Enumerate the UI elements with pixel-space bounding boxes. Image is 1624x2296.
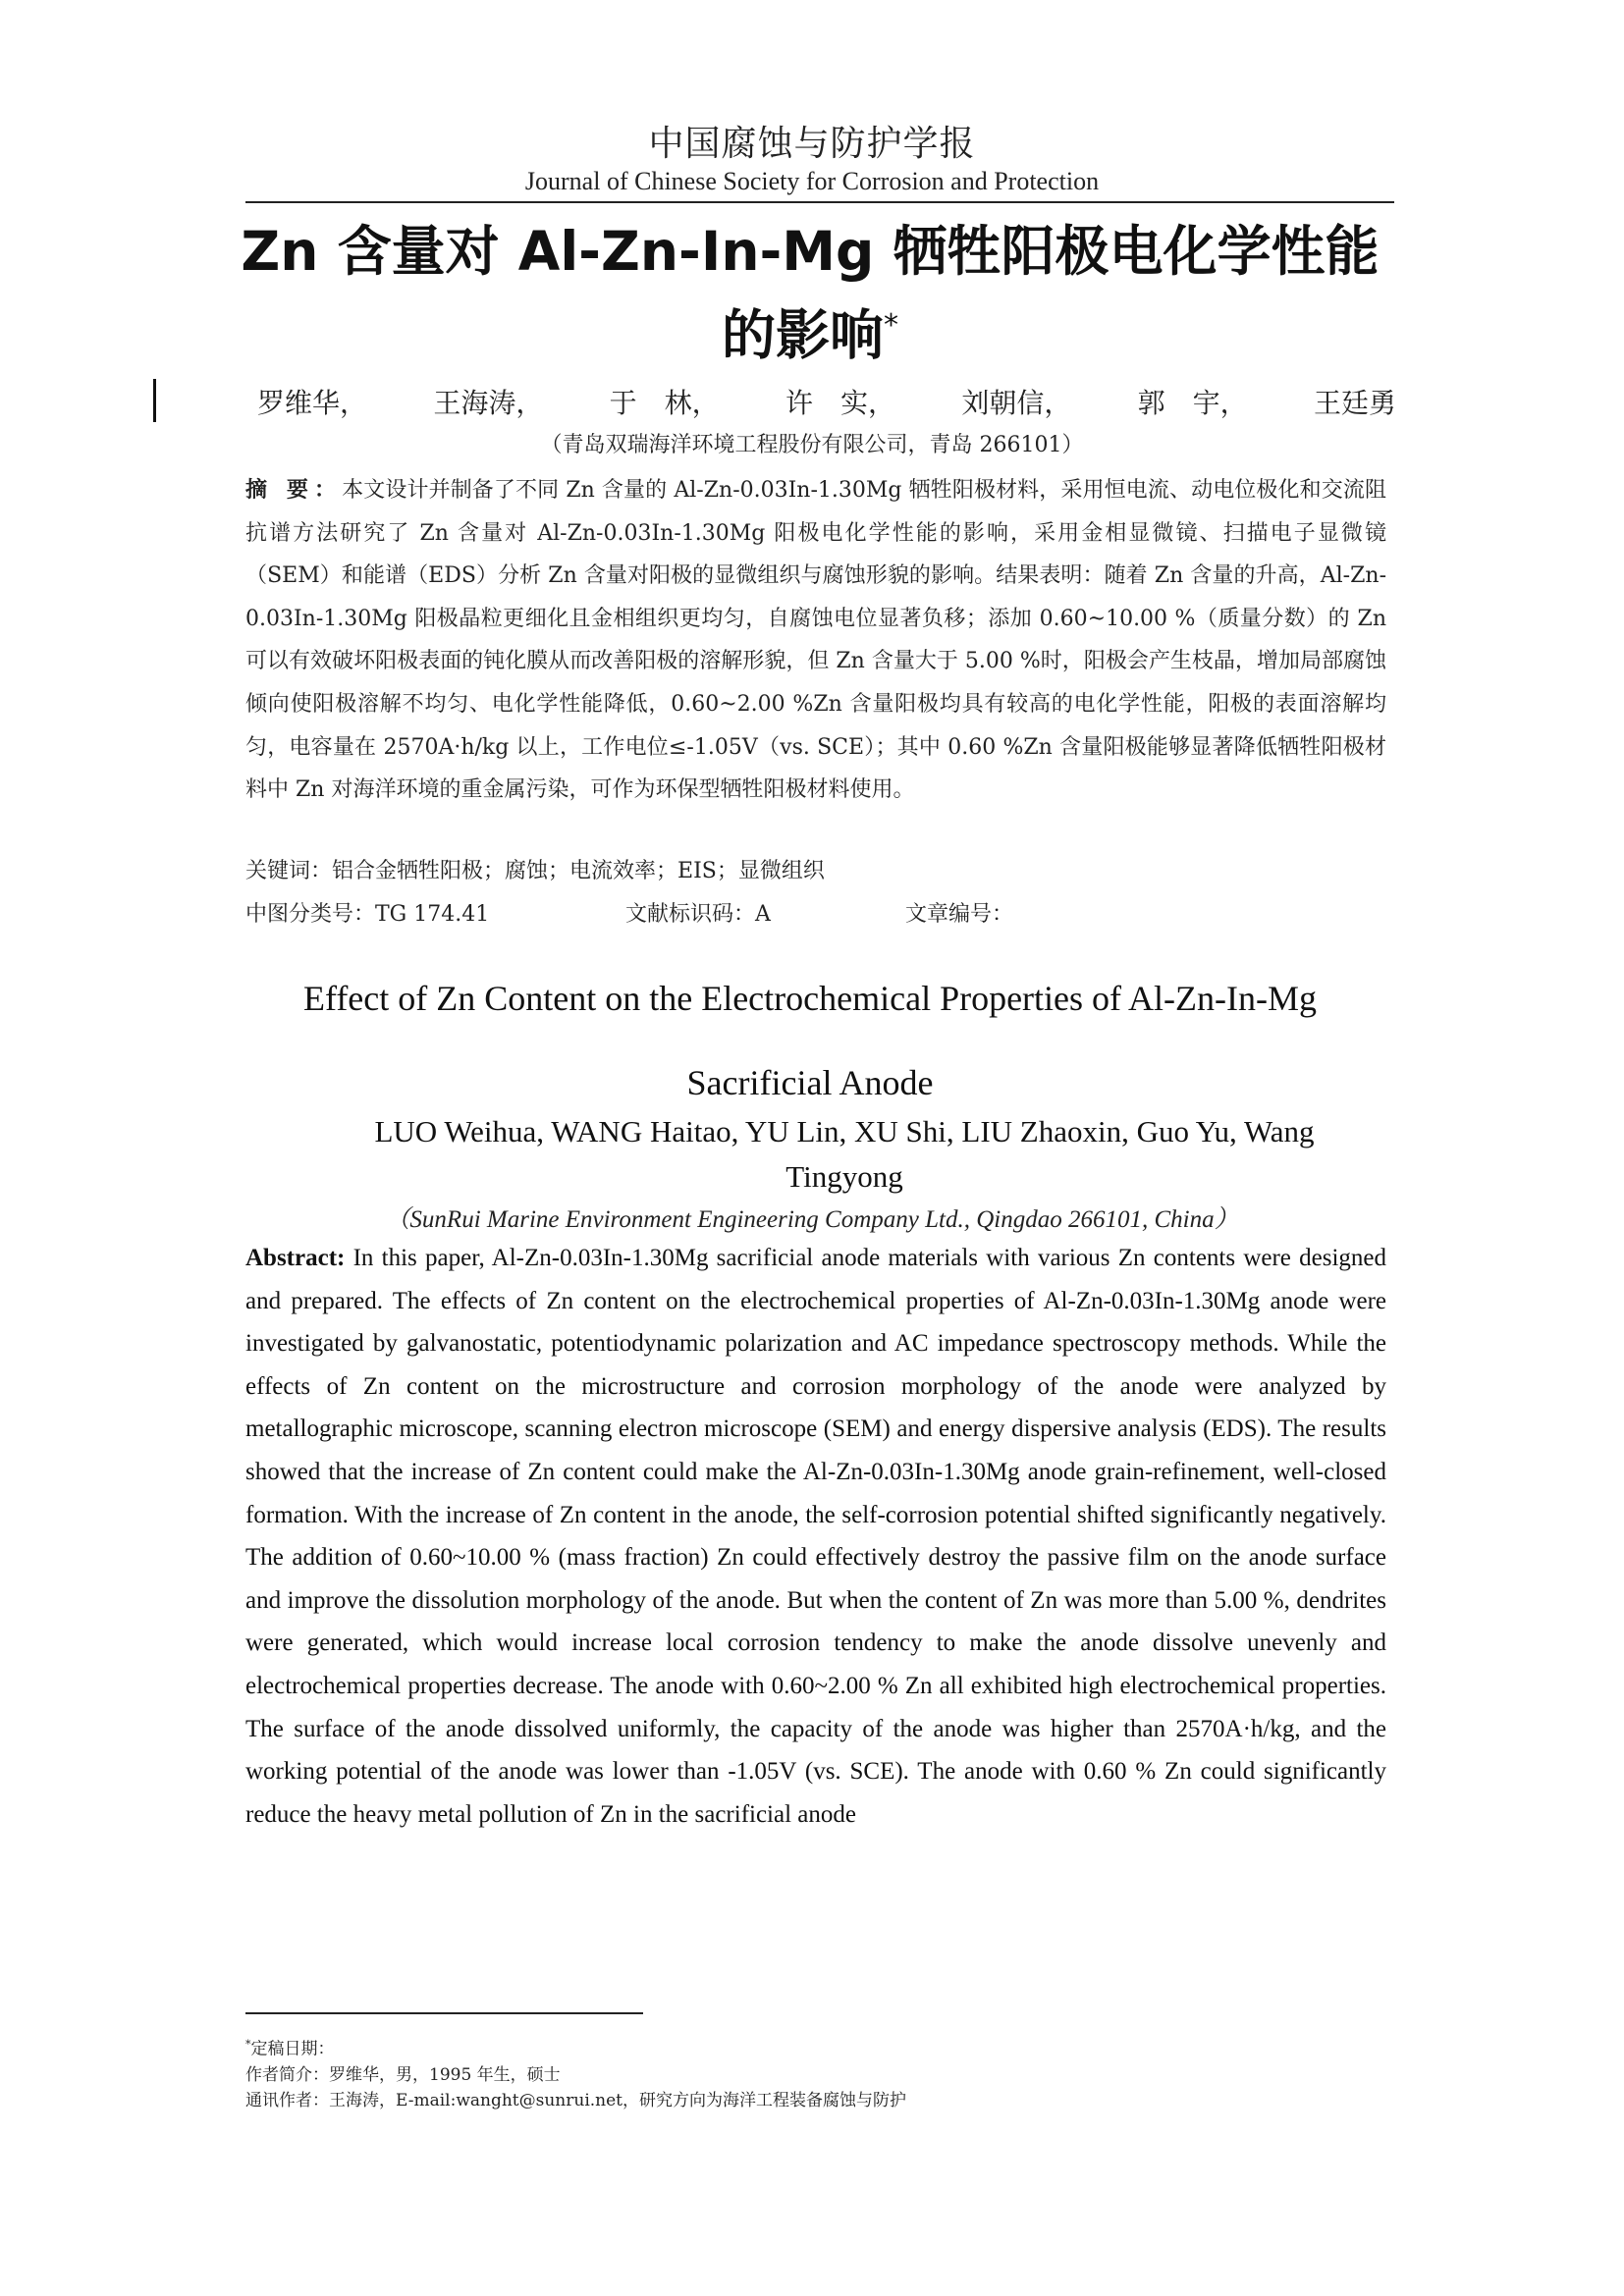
paper-title-cn-line1: Zn 含量对 Al-Zn-In-Mg 牺牲阳极电化学性能 [241,220,1380,283]
footnote-divider [245,2012,643,2014]
abstract-en-text: In this paper, Al-Zn-0.03In-1.30Mg sacrificial anode materials with various Zn contents were designed and prepared. The effects of Zn content on the electrochemical properties of Al-Zn-0.03In-1.30Mg anode were investigated by galvanostatic, potentiodynamic polarization and AC impedance spectroscopy methods. While the effects of Zn content on the microstructure and corrosion morphology of the anode were analyzed by metallographic microscope, scanning electron microscope (SEM) and energy dispersive analysis (EDS). The results showed that the increase of Zn content could make the Al-Zn-0.03In-1.30Mg anode grain-refinement, well-closed formation. With the increase of Zn content in the anode, the self-corrosion potential shifted significantly negatively. The addition of 0.60~10.00 % (mass fraction) Zn could effectively destroy the passive film on the anode surface and improve the dissolution morphology of the anode. But when the content of Zn was more than 5.00 %, dendrites were generated, which would increase local corrosion tendency to make the anode dissolve unevenly and electrochemical properties decrease. The anode with 0.60~2.00 % Zn all exhibited high electrochemical properties. The surface of the anode dissolved uniformly, the capacity of the anode was higher than 2570A·h/kg, and the working potential of the anode was lower than -1.05V (vs. SCE). The anode with 0.60 % Zn could significantly reduce the heavy metal pollution of Zn in the sacrificial anode [245,1245,1387,1828]
keywords-cn [245,854,1386,884]
footnote-received-text: 定稿日期： [250,2039,335,2059]
affiliation-en: （SunRui Marine Environment Engineering Company Ltd., Qingdao 266101, China） [385,1206,1239,1233]
title-footnote-mark: * [884,308,898,343]
paper-title-cn [226,214,1394,372]
keywords-cn-text: 铝合金牺牲阳极；腐蚀；电流效率；EIS；显微组织 [332,859,825,883]
text-cursor-bar [153,379,156,422]
author-cn: 刘朝信， [961,387,1072,419]
abstract-en [245,1237,1386,1836]
author-cn: 于 林， [609,387,720,419]
paper-title-cn-line2 [226,289,1394,372]
abstract-cn [245,469,1386,812]
abstract-en-label: Abstract: [245,1245,346,1271]
paper-title-en-line2: Sacrificial Anode [686,1063,934,1102]
journal-title-en: Journal of Chinese Society for Corrosion and Protection [524,167,1100,195]
author-cn: 郭 宇， [1137,387,1248,419]
author-list-en: LUO Weihua, WANG Haitao, YU Lin, XU Shi, LIU Zhaoxin, Guo Yu, Wang Tingyong [374,1114,1315,1194]
header-divider [245,201,1394,203]
footnotes [245,2032,1326,2113]
author-cn: 王廷勇 [1313,387,1396,419]
author-cn: 罗维华， [257,387,368,419]
author-list-cn [257,382,1396,421]
document-code: 文献标识码：A [625,902,771,927]
journal-title-cn: 中国腐蚀与防护学报 [648,124,976,164]
article-number: 文章编号： [905,902,1014,927]
affiliation-cn: （青岛双瑞海洋环境工程股份有限公司，青岛 266101） [540,433,1084,457]
footnote-author-bio: 作者简介：罗维华，男，1995 年生，硕士 [245,2064,561,2085]
footnote-corresponding: 通讯作者：王海涛，E-mail:wanght@sunrui.net，研究方向为海洋工程装备腐蚀与防护 [245,2090,907,2110]
paper-title-en [226,956,1394,1125]
footnote-mark: * [245,2038,251,2051]
footnote-received [245,2032,1326,2062]
abstract-cn-text: 本文设计并制备了不同 Zn 含量的 Al-Zn-0.03In-1.30Mg 牺牲阳极材料，采用恒电流、动电位极化和交流阻抗谱方法研究了 Zn 含量对 Al-Zn-0.03In-1.30Mg 阳极电化学性能的影响，采用金相显微镜、扫描电子显微镜（SEM）和能谱（EDS）分析 Zn 含量对阳极的显微组织与腐蚀形貌的影响。结果表明：随着 Zn 含量的升高，Al-Zn-0.03In-1.30Mg 阳极晶粒更细化且金相组织更均匀，自腐蚀电位显著负移；添加 0.60~10.00 %（质量分数）的 Zn 可以有效破坏阳极表面的钝化膜从而改善阳极的溶解形貌，但 Zn 含量大于 5.00 %时，阳极会产生枝晶，增加局部腐蚀倾向使阳极溶解不均匀、电化学性能降低，0.60~2.00 %Zn 含量阳极均具有较高的电化学性能，阳极的表面溶解均匀，电容量在 2570A·h/kg 以上，工作电位≤-1.05V（vs. SCE）；其中 0.60 %Zn 含量阳极能够显著降低牺牲阳极材料中 Zn 对海洋环境的重金属污染，可作为环保型牺牲阳极材料使用。 [245,478,1386,803]
author-cn: 许 实， [785,387,895,419]
abstract-cn-label: 摘 要： [245,478,343,503]
paper-title-en-line1: Effect of Zn Content on the Electrochemical Properties of Al-Zn-In-Mg [302,979,1317,1018]
author-cn: 王海涛， [433,387,544,419]
clc-number: 中图分类号：TG 174.41 [245,902,490,927]
paper-title-cn-line2-text: 的影响 [721,303,884,367]
keywords-cn-label: 关键词： [245,859,333,883]
